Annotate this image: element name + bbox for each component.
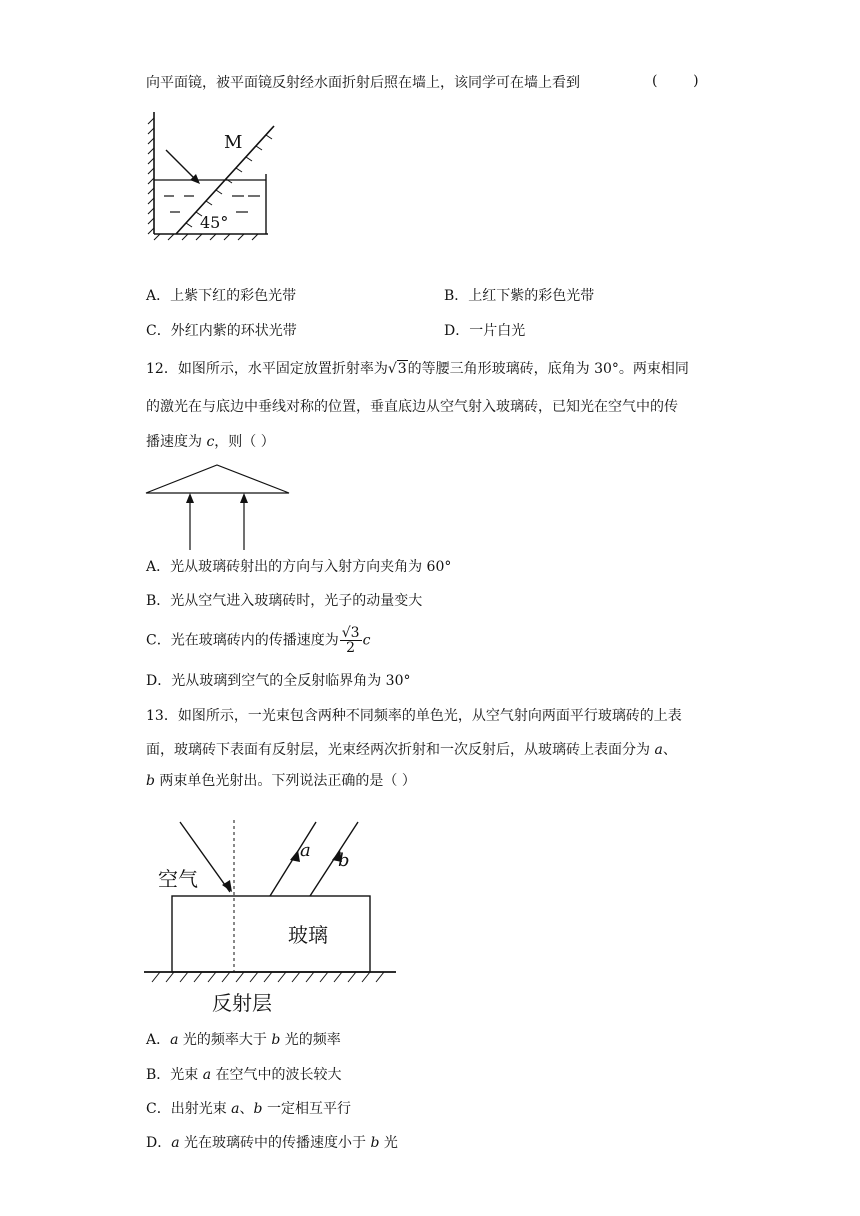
q11-angle-label: 45° (200, 213, 229, 232)
q13-ray-b-label: b (338, 850, 350, 871)
q11-answer-paren: ( ) (652, 73, 699, 89)
q11-option-b: B．上红下紫的彩色光带 (444, 288, 595, 304)
q12-option-d: D．光从玻璃到空气的全反射临界角为 30° (146, 673, 411, 689)
q13-option-d: D．a 光在玻璃砖中的传播速度小于 b 光 (146, 1135, 398, 1151)
q11-figure (140, 108, 290, 248)
q13-glass-label: 玻璃 (288, 923, 328, 947)
fraction: $\frac{√3}{2}$ (341, 625, 360, 656)
q12-stem-line3: 播速度为 c，则（ ） (146, 434, 275, 450)
q12-stem-line2: 的激光在与底边中垂线对称的位置，垂直底边从空气射入玻璃砖，已知光在空气中的传 (146, 399, 678, 415)
sqrt-symbol: √3 (387, 361, 407, 377)
q11-option-a: A．上紫下红的彩色光带 (146, 288, 297, 304)
q13-stem-line2: 面，玻璃砖下表面有反射层，光束经两次折射和一次反射后，从玻璃砖上表面分为 a、 (146, 742, 677, 758)
q11-mirror-label: M (224, 132, 243, 153)
q12-stem-line1: 12．如图所示，水平固定放置折射率为√3的等腰三角形玻璃砖，底角为 30°。两束相同 (146, 361, 689, 377)
q13-air-label: 空气 (158, 867, 198, 891)
q13-figure (140, 812, 410, 1022)
q13-stem-line1: 13．如图所示，一光束包含两种不同频率的单色光，从空气射向两面平行玻璃砖的上表 (146, 708, 682, 724)
q11-stem: 向平面镜，被平面镜反射经水面折射后照在墙上，该同学可在墙上看到 (146, 75, 580, 91)
q12-option-c: C．光在玻璃砖内的传播速度为 $\frac{√3}{2}$ c (146, 625, 371, 656)
q13-reflect-label: 反射层 (212, 991, 272, 1015)
q11-option-d: D．一片白光 (444, 323, 526, 339)
q12-option-a: A．光从玻璃砖射出的方向与入射方向夹角为 60° (146, 559, 452, 575)
q13-option-c: C．出射光束 a、b 一定相互平行 (146, 1101, 351, 1117)
q12-figure (144, 462, 294, 554)
q13-option-a: A．a 光的频率大于 b 光的频率 (146, 1032, 341, 1048)
q11-option-c: C．外红内紫的环状光带 (146, 323, 297, 339)
q12-option-b: B．光从空气进入玻璃砖时，光子的动量变大 (146, 593, 423, 609)
q13-stem-line3: b 两束单色光射出。下列说法正确的是（ ） (146, 773, 416, 789)
q13-ray-a-label: a (300, 840, 311, 861)
q13-option-b: B．光束 a 在空气中的波长较大 (146, 1067, 342, 1083)
